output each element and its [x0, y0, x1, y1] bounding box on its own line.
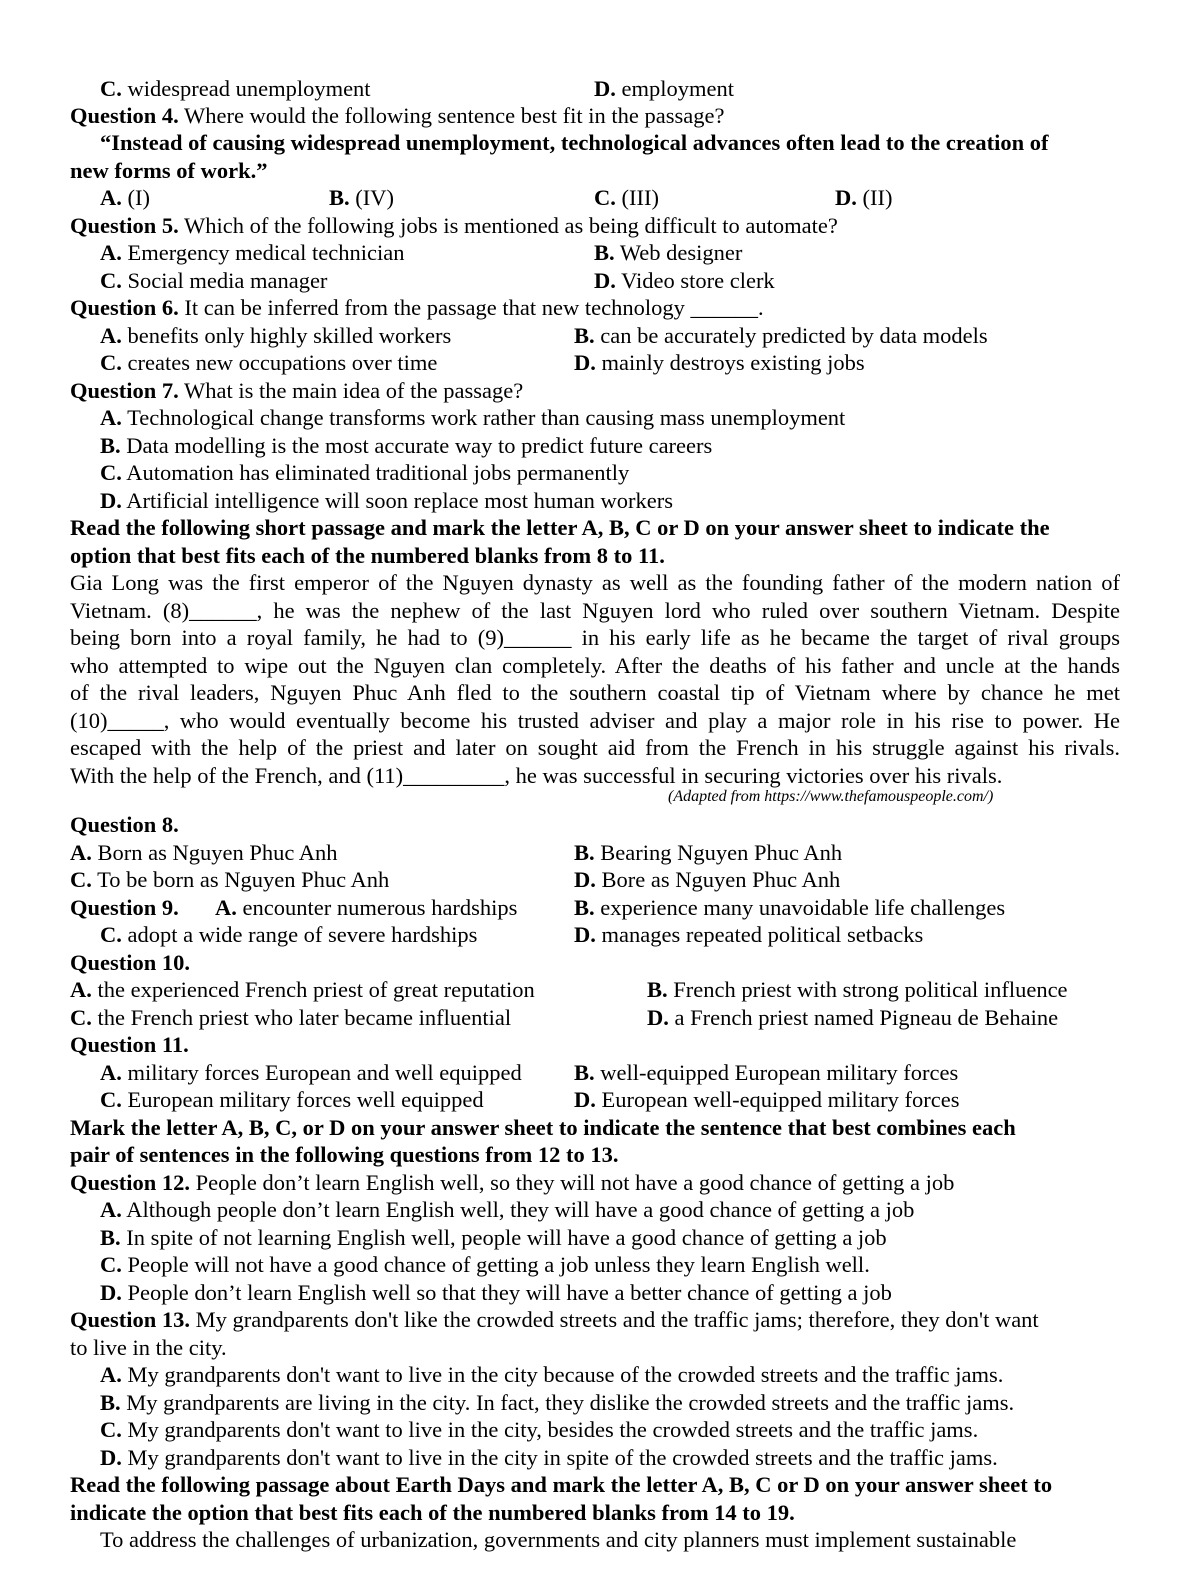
- option-text: benefits only highly skilled workers: [121, 323, 452, 348]
- q8-option-b: [574, 839, 842, 866]
- option-text: can be accurately predicted by data models: [594, 323, 988, 348]
- passage-line: With the help of the French, and (11)_________, he was successful in securing victories over his rivals.: [70, 763, 1003, 788]
- q7-stem: [70, 377, 523, 404]
- option-text: Bearing Nguyen Phuc Anh: [594, 840, 843, 865]
- q4-stem: [70, 102, 724, 129]
- q12-option-b: [100, 1224, 887, 1251]
- option-letter: B.: [100, 433, 121, 458]
- question-label: Question 7.: [70, 378, 179, 403]
- option-letter: B.: [574, 840, 595, 865]
- option-letter: C.: [100, 268, 122, 293]
- q7-option-c: [100, 459, 629, 486]
- option-letter: C.: [70, 1005, 92, 1030]
- option-text: encounter numerous hardships: [236, 895, 518, 920]
- option-letter: A.: [70, 840, 92, 865]
- q13-option-b: [100, 1389, 1014, 1416]
- option-text: Although people don’t learn English well, they will have a good chance of getting a job: [121, 1197, 915, 1222]
- q4-quote-line1: “Instead of causing widespread unemployment, technological advances often lead to the creation of: [100, 130, 1049, 155]
- section-instruction-12-13-line1: Mark the letter A, B, C, or D on your answer sheet to indicate the sentence that best combines each: [70, 1115, 1016, 1140]
- passage-line: who attempted to wipe out the Nguyen clan completely. After the deaths of his father and uncle at the hands: [70, 653, 1120, 678]
- option-letter: A.: [215, 895, 237, 920]
- option-text: (II): [856, 185, 893, 210]
- passage-line: Gia Long was the first emperor of the Nguyen dynasty as well as the founding father of the modern nation of: [70, 570, 1120, 595]
- option-letter: C.: [100, 922, 122, 947]
- q9-option-b: [574, 894, 1005, 921]
- passage-line: Vietnam. (8)______, he was the nephew of the last Nguyen lord who ruled over southern Vietnam. Despite: [70, 598, 1120, 623]
- option-text: manages repeated political setbacks: [595, 922, 924, 947]
- q4-option-d: [835, 184, 892, 211]
- option-text: My grandparents don't want to live in the city in spite of the crowded streets and the traffic jams.: [121, 1445, 998, 1470]
- option-text: Video store clerk: [615, 268, 775, 293]
- option-letter: A.: [100, 240, 122, 265]
- option-text: My grandparents don't want to live in the city because of the crowded streets and the traffic jams.: [121, 1362, 1004, 1387]
- q6-option-b: [574, 322, 988, 349]
- q13-stem-line2: to live in the city.: [70, 1335, 227, 1360]
- option-text: My grandparents are living in the city. In fact, they dislike the crowded streets and the traffic jams.: [120, 1390, 1015, 1415]
- question-label: Question 5.: [70, 213, 179, 238]
- option-text: Emergency medical technician: [121, 240, 405, 265]
- option-text: creates new occupations over time: [121, 350, 438, 375]
- q13-stem: [70, 1306, 1039, 1333]
- q12-option-a: [100, 1196, 914, 1223]
- q8-option-d: [574, 866, 840, 893]
- q11-option-c: [100, 1086, 484, 1113]
- q8-option-a: [70, 839, 338, 866]
- option-text: Technological change transforms work rather than causing mass unemployment: [121, 405, 846, 430]
- passage2-line: To address the challenges of urbanization, governments and city planners must implement sustainable: [100, 1527, 1017, 1552]
- q13-option-c: [100, 1416, 978, 1443]
- q7-option-a: [100, 404, 845, 431]
- option-text: Bore as Nguyen Phuc Anh: [595, 867, 841, 892]
- q10-label: Question 10.: [70, 950, 191, 975]
- q9-label: Question 9.: [70, 895, 179, 920]
- option-text: French priest with strong political influence: [667, 977, 1068, 1002]
- q5-option-b: [594, 239, 742, 266]
- option-text: Artificial intelligence will soon replace most human workers: [121, 488, 673, 513]
- passage-line: being born into a royal family, he had to (9)______ in his early life as he became the target of rival groups: [70, 625, 1120, 650]
- section-instruction-14-19-line2: indicate the option that best fits each of the numbered blanks from 14 to 19.: [70, 1500, 795, 1525]
- option-text: adopt a wide range of severe hardships: [121, 922, 478, 947]
- q9-option-a: [215, 894, 517, 921]
- q9-option-d: [574, 921, 923, 948]
- section-instruction-14-19-line1: Read the following passage about Earth Days and mark the letter A, B, C or D on your answer sheet to: [70, 1472, 1053, 1497]
- option-letter: A.: [100, 1197, 122, 1222]
- option-letter: C.: [70, 867, 92, 892]
- option-text: well-equipped European military forces: [594, 1060, 959, 1085]
- option-letter: B.: [574, 1060, 595, 1085]
- option-letter: D.: [100, 488, 122, 513]
- q11-option-a: [100, 1059, 522, 1086]
- q5-option-d: [594, 267, 775, 294]
- option-text: mainly destroys existing jobs: [595, 350, 865, 375]
- option-text: European well-equipped military forces: [595, 1087, 960, 1112]
- option-letter: A.: [100, 1362, 122, 1387]
- q4-option-c: [594, 184, 659, 211]
- q12-option-d: [100, 1279, 892, 1306]
- q5-option-c: [100, 267, 327, 294]
- section-instruction-12-13-line2: pair of sentences in the following questions from 12 to 13.: [70, 1142, 619, 1167]
- q10-option-b: [647, 976, 1068, 1003]
- option-letter: A.: [100, 323, 122, 348]
- option-letter: D.: [835, 185, 857, 210]
- option-letter: A.: [70, 977, 92, 1002]
- option-text: People don’t learn English well so that they will have a better chance of getting a job: [121, 1280, 892, 1305]
- q4-option-b: [329, 184, 394, 211]
- option-letter: A.: [100, 185, 122, 210]
- option-letter: B.: [574, 323, 595, 348]
- option-text: (I): [121, 185, 150, 210]
- option-text: experience many unavoidable life challenges: [594, 895, 1006, 920]
- option-letter: B.: [574, 895, 595, 920]
- q3-option-c: [100, 75, 371, 102]
- q6-option-d: [574, 349, 865, 376]
- option-text: Social media manager: [121, 268, 328, 293]
- option-text: (IV): [349, 185, 394, 210]
- passage-line: escaped with the help of the priest and later on sought aid from the French in his struggle against his rivals.: [70, 735, 1120, 760]
- option-letter: C.: [100, 76, 122, 101]
- q6-option-c: [100, 349, 437, 376]
- option-letter: B.: [594, 240, 615, 265]
- q11-option-d: [574, 1086, 960, 1113]
- q10-option-c: [70, 1004, 511, 1031]
- option-text: In spite of not learning English well, people will have a good chance of getting a job: [120, 1225, 887, 1250]
- question-label: Question 13.: [70, 1307, 191, 1332]
- passage-line: of the rival leaders, Nguyen Phuc Anh fled to the southern coastal tip of Vietnam where by chance he met: [70, 680, 1120, 705]
- option-text: European military forces well equipped: [121, 1087, 484, 1112]
- question-text: What is the main idea of the passage?: [178, 378, 524, 403]
- q9-option-c: [100, 921, 477, 948]
- q8-label: Question 8.: [70, 812, 179, 837]
- q7-option-b: [100, 432, 712, 459]
- option-letter: D.: [100, 1445, 122, 1470]
- option-letter: B.: [647, 977, 668, 1002]
- option-text: the experienced French priest of great reputation: [91, 977, 535, 1002]
- q7-option-d: [100, 487, 673, 514]
- q13-option-a: [100, 1361, 1003, 1388]
- q6-option-a: [100, 322, 451, 349]
- q12-stem: [70, 1169, 954, 1196]
- question-label: Question 4.: [70, 103, 179, 128]
- question-text: Where would the following sentence best fit in the passage?: [178, 103, 725, 128]
- q11-option-b: [574, 1059, 958, 1086]
- option-letter: D.: [647, 1005, 669, 1030]
- option-letter: D.: [594, 76, 616, 101]
- option-letter: C.: [100, 1252, 122, 1277]
- option-letter: A.: [100, 405, 122, 430]
- option-text: employment: [615, 76, 734, 101]
- option-text: widespread unemployment: [121, 76, 371, 101]
- option-letter: D.: [574, 1087, 596, 1112]
- passage-source: (Adapted from https://www.thefamouspeople.com/): [668, 788, 994, 805]
- q5-option-a: [100, 239, 404, 266]
- q8-option-c: [70, 866, 389, 893]
- option-letter: B.: [100, 1390, 121, 1415]
- option-text: military forces European and well equipped: [121, 1060, 522, 1085]
- option-text: Automation has eliminated traditional jobs permanently: [121, 460, 630, 485]
- option-letter: C.: [100, 460, 122, 485]
- option-letter: C.: [594, 185, 616, 210]
- q3-option-d: [594, 75, 734, 102]
- option-text: Born as Nguyen Phuc Anh: [91, 840, 338, 865]
- option-letter: B.: [329, 185, 350, 210]
- q5-stem: [70, 212, 838, 239]
- question-label: Question 12.: [70, 1170, 191, 1195]
- q10-option-a: [70, 976, 535, 1003]
- option-letter: D.: [594, 268, 616, 293]
- question-label: Question 6.: [70, 295, 179, 320]
- option-text: To be born as Nguyen Phuc Anh: [91, 867, 390, 892]
- option-letter: D.: [574, 350, 596, 375]
- option-letter: A.: [100, 1060, 122, 1085]
- q4-quote-line2: new forms of work.”: [70, 158, 268, 183]
- option-letter: D.: [100, 1280, 122, 1305]
- option-letter: D.: [574, 922, 596, 947]
- q12-option-c: [100, 1251, 870, 1278]
- option-text: Web designer: [614, 240, 743, 265]
- q10-option-d: [647, 1004, 1058, 1031]
- question-text: People don’t learn English well, so they will not have a good chance of getting a job: [190, 1170, 955, 1195]
- question-text: Which of the following jobs is mentioned as being difficult to automate?: [178, 213, 838, 238]
- option-text: Data modelling is the most accurate way to predict future careers: [120, 433, 713, 458]
- question-text: It can be inferred from the passage that new technology ______.: [178, 295, 764, 320]
- q6-stem: [70, 294, 764, 321]
- option-text: (III): [615, 185, 659, 210]
- q11-label: Question 11.: [70, 1032, 189, 1057]
- q4-option-a: [100, 184, 150, 211]
- section-instruction-8-11-line1: Read the following short passage and mark the letter A, B, C or D on your answer sheet to indicate the: [70, 515, 1050, 540]
- section-instruction-8-11-line2: option that best fits each of the numbered blanks from 8 to 11.: [70, 543, 665, 568]
- option-text: a French priest named Pigneau de Behaine: [668, 1005, 1059, 1030]
- option-letter: D.: [574, 867, 596, 892]
- question-text: My grandparents don't like the crowded streets and the traffic jams; therefore, they don't want: [190, 1307, 1039, 1332]
- option-text: the French priest who later became influential: [91, 1005, 512, 1030]
- option-letter: C.: [100, 1087, 122, 1112]
- q13-option-d: [100, 1444, 998, 1471]
- option-letter: C.: [100, 1417, 122, 1442]
- passage-line: (10)_____, who would eventually become his trusted adviser and play a major role in his rise to power. He: [70, 708, 1120, 733]
- option-text: My grandparents don't want to live in the city, besides the crowded streets and the traffic jams.: [121, 1417, 979, 1442]
- option-letter: C.: [100, 350, 122, 375]
- option-text: People will not have a good chance of getting a job unless they learn English well.: [121, 1252, 870, 1277]
- option-letter: B.: [100, 1225, 121, 1250]
